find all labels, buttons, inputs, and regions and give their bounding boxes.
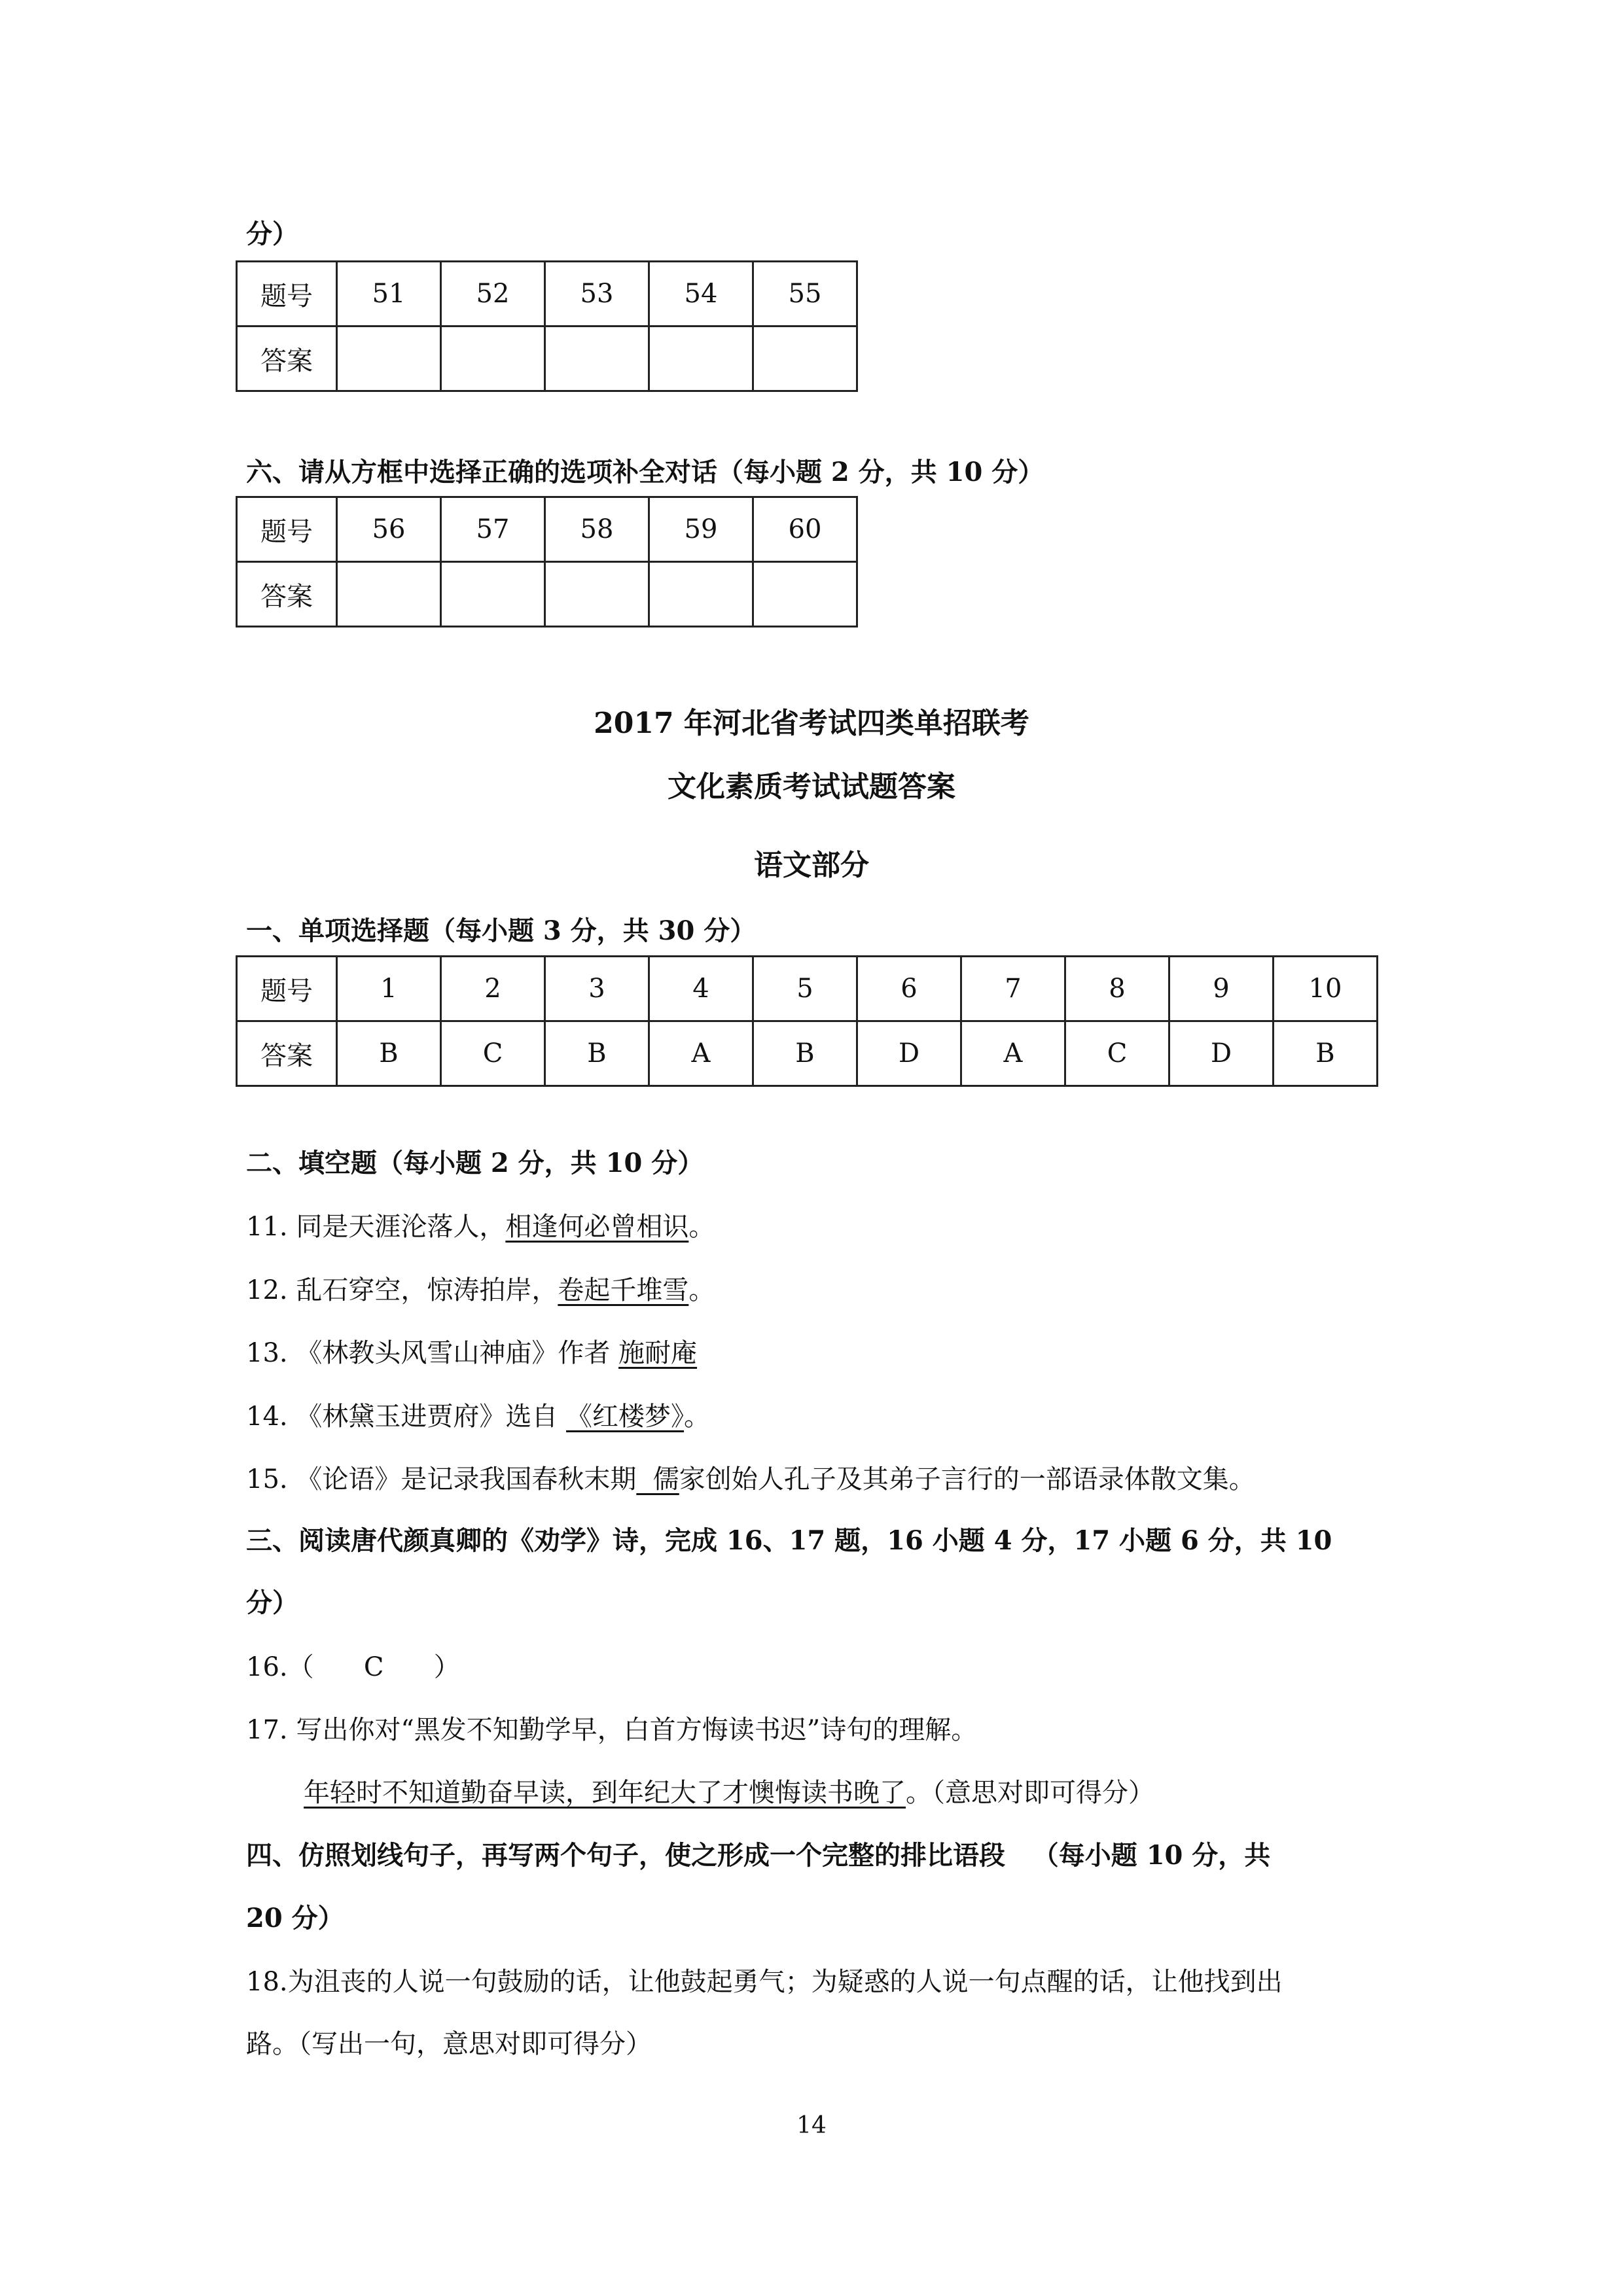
answer-cell bbox=[649, 327, 753, 391]
answer-cell: B bbox=[753, 1021, 857, 1086]
answer-key-subtitle: 语文部分 bbox=[754, 849, 869, 882]
table-cell: 4 bbox=[649, 957, 753, 1021]
row-label-answer: 答案 bbox=[237, 327, 337, 391]
answer-text: 年轻时不知道勤奋早读，到年纪大了才懊悔读书晚了 bbox=[304, 1778, 906, 1808]
table-row bbox=[237, 497, 857, 562]
table-cell: 52 bbox=[441, 262, 545, 327]
answer-cell: B bbox=[545, 1021, 649, 1086]
question-12 bbox=[246, 1272, 715, 1309]
table-cell: 58 bbox=[545, 497, 649, 562]
answer-cell bbox=[441, 562, 545, 627]
table-cell: 2 bbox=[441, 957, 545, 1021]
question-text: 家创始人孔子及其弟子言行的一部语录体散文集。 bbox=[679, 1464, 1255, 1494]
section6-title: 六、请从方框中选择正确的选项补全对话（每小题 2 分，共 10 分） bbox=[246, 457, 1044, 487]
row-label-question: 题号 bbox=[237, 262, 337, 327]
answer-cell bbox=[545, 562, 649, 627]
table-cell: 3 bbox=[545, 957, 649, 1021]
question-14 bbox=[246, 1398, 710, 1435]
answer-cell bbox=[441, 327, 545, 391]
answer-text: 《红楼梦》 bbox=[566, 1402, 685, 1432]
answer-cell bbox=[649, 562, 753, 627]
table-cell: 60 bbox=[753, 497, 857, 562]
section3-title-line1: 三、阅读唐代颜真卿的《劝学》诗，完成 16、17 题，16 小题 4 分，17 小题 6 分，共 10 bbox=[246, 1525, 1332, 1556]
section2-title: 二、填空题（每小题 2 分，共 10 分） bbox=[246, 1148, 704, 1178]
answer-cell bbox=[545, 327, 649, 391]
table-cell: 59 bbox=[649, 497, 753, 562]
table-cell: 1 bbox=[337, 957, 441, 1021]
answer-cell bbox=[337, 562, 441, 627]
answer-cell: B bbox=[337, 1021, 441, 1086]
table-cell: 56 bbox=[337, 497, 441, 562]
question-15 bbox=[246, 1461, 1255, 1498]
question-17-answer bbox=[304, 1775, 1154, 1811]
question-text: 。 bbox=[688, 1275, 715, 1305]
question-text: 。 bbox=[684, 1402, 711, 1432]
answer-text: 相逢何必曾相识 bbox=[505, 1212, 689, 1242]
table-row bbox=[237, 1021, 1378, 1086]
section4-title-line1: 四、仿照划线句子，再写两个句子，使之形成一个完整的排比语段 （每小题 10 分，共 bbox=[246, 1840, 1271, 1871]
question-text: 15. 《论语》是记录我国春秋末期 bbox=[246, 1464, 637, 1494]
answer-note: 。（意思对即可得分） bbox=[906, 1778, 1154, 1808]
question-text: 。 bbox=[688, 1212, 715, 1242]
answer-key-title-line2: 文化素质考试试题答案 bbox=[668, 770, 955, 804]
question-18-line1: 18.为沮丧的人说一句鼓励的话，让他鼓起勇气；为疑惑的人说一句点醒的话，让他找到出 bbox=[246, 1967, 1283, 1997]
section4-title-line2: 20 分） bbox=[246, 1903, 344, 1934]
table-cell: 53 bbox=[545, 262, 649, 327]
section1-title: 一、单项选择题（每小题 3 分，共 30 分） bbox=[246, 915, 757, 946]
question-text: 13. 《林教头风雪山神庙》作者 bbox=[246, 1338, 619, 1368]
answer-text: 卷起千堆雪 bbox=[558, 1275, 689, 1305]
answer-cell: B bbox=[1274, 1021, 1378, 1086]
table-row bbox=[237, 327, 857, 391]
question-17: 17. 写出你对“黑发不知勤学早，白首方悔读书迟”诗句的理解。 bbox=[246, 1715, 978, 1745]
answer-text: 施耐庵 bbox=[618, 1338, 698, 1368]
answer-key-title-line1: 2017 年河北省考试四类单招联考 bbox=[594, 707, 1029, 740]
answer-table-56-60 bbox=[236, 496, 858, 627]
answer-cell: C bbox=[1065, 1021, 1169, 1086]
answer-cell: C bbox=[441, 1021, 545, 1086]
question-18-line2: 路。（写出一句，意思对即可得分） bbox=[246, 2029, 652, 2059]
table-cell: 9 bbox=[1169, 957, 1274, 1021]
table-cell: 57 bbox=[441, 497, 545, 562]
table-cell: 10 bbox=[1274, 957, 1378, 1021]
answer-table-1-10 bbox=[236, 955, 1378, 1087]
question-text: 14. 《林黛玉进贾府》选自 bbox=[246, 1402, 567, 1432]
section3-title-line2: 分） bbox=[246, 1587, 298, 1618]
continuation-text: 分） bbox=[246, 219, 298, 249]
question-16: 16.（ C ） bbox=[246, 1652, 460, 1682]
answer-cell bbox=[753, 327, 857, 391]
table-cell: 6 bbox=[857, 957, 961, 1021]
answer-cell: D bbox=[1169, 1021, 1274, 1086]
question-text: 11. 同是天涯沦落人， bbox=[246, 1212, 506, 1242]
table-cell: 8 bbox=[1065, 957, 1169, 1021]
table-row bbox=[237, 262, 857, 327]
row-label-question: 题号 bbox=[237, 957, 337, 1021]
answer-cell: A bbox=[649, 1021, 753, 1086]
answer-cell: A bbox=[961, 1021, 1065, 1086]
row-label-answer: 答案 bbox=[237, 562, 337, 627]
answer-cell: D bbox=[857, 1021, 961, 1086]
table-cell: 5 bbox=[753, 957, 857, 1021]
answer-table-51-55 bbox=[236, 260, 858, 392]
answer-text: 儒 bbox=[636, 1464, 679, 1494]
answer-cell bbox=[753, 562, 857, 627]
table-row bbox=[237, 562, 857, 627]
question-11 bbox=[246, 1209, 715, 1245]
table-row bbox=[237, 957, 1378, 1021]
row-label-answer: 答案 bbox=[237, 1021, 337, 1086]
answer-cell bbox=[337, 327, 441, 391]
question-text: 12. 乱石穿空，惊涛拍岸， bbox=[246, 1275, 558, 1305]
page-number: 14 bbox=[796, 2112, 827, 2139]
table-cell: 55 bbox=[753, 262, 857, 327]
table-cell: 51 bbox=[337, 262, 441, 327]
row-label-question: 题号 bbox=[237, 497, 337, 562]
question-13 bbox=[246, 1335, 697, 1371]
table-cell: 7 bbox=[961, 957, 1065, 1021]
table-cell: 54 bbox=[649, 262, 753, 327]
